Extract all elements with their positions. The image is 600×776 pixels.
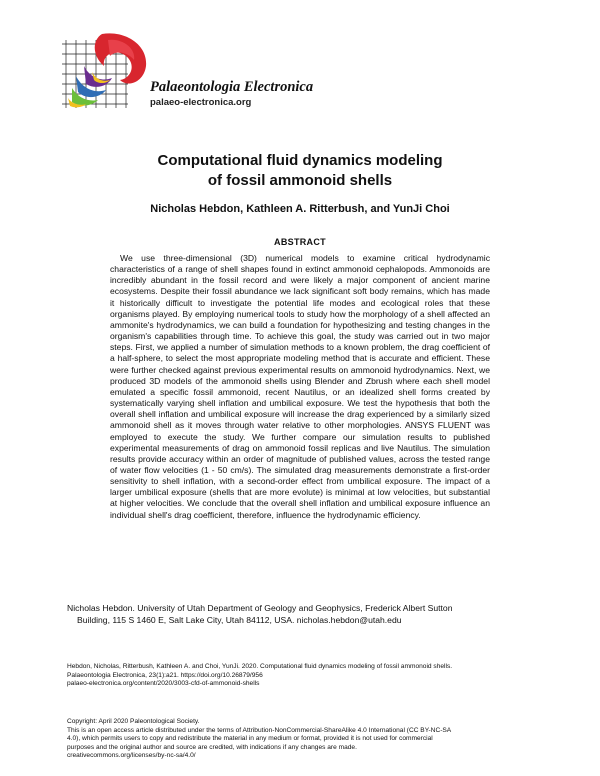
- license-link[interactable]: creativecommons.org/licenses/by-nc-sa/4.0/: [67, 752, 196, 759]
- affiliation-line-1: Nicholas Hebdon. University of Utah Department of Geology and Geophysics, Frederick Albert Sutton: [67, 603, 453, 613]
- copyright-line-3: 4.0), which permits users to copy and redistribute the material in any medium or format, provided it is not used for commercial: [67, 735, 433, 742]
- citation-line-1: Hebdon, Nicholas, Ritterbush, Kathleen A. and Choi, YunJi. 2020. Computational fluid dynamics modeling of fossil ammonoid shells.: [67, 663, 453, 670]
- citation-line-3[interactable]: palaeo-electronica.org/content/2020/3003-cfd-of-ammonoid-shells: [67, 680, 260, 687]
- author-list: Nicholas Hebdon, Kathleen A. Ritterbush, and YunJi Choi: [150, 203, 450, 215]
- affiliation-line-2: Building, 115 S 1460 E, Salt Lake City, Utah 84112, USA. nicholas.hebdon@utah.edu: [77, 614, 402, 625]
- abstract-text: We use three-dimensional (3D) numerical models to examine critical hydrodynamic characteristics of a range of shell shapes found in extinct ammonoid cephalopods. Ammonoids are incredibly abundant in the fossil record and were likely a major component of ancient marine ecosystems. Despite their fossil abundance we lack significant soft body remains, which has made it historically difficult to investigate the potential life modes and ecological roles that these organisms played. By employing numerical tools to study how the morphology of a shell affected an ammonite's hydrodynamics, we can build a foundation for hypothesizing and testing changes in the organism's capabilities through time. To achieve this goal, the study was carried out in two major steps. First, we applied a number of simulation methods to a known problem, the drag coefficient of a half-sphere, to select the most appropriate modeling method that is accurate and efficient. These were further checked against previous experimental results on ammonoid hydrodynamics. Next, we produced 3D models of the ammonoid shells using Blender and Zbrush where each shell model emulated a specific fossil ammonoid, recent Nautilus, or an idealized shell forms created by systematically varying shell inflation and umbilical exposure. We test the hypothesis that both the overall shell inflation and umbilical exposure will increase the drag experienced by a similarly sized ammonoid shell as it moves through water relative to other morphologies. ANSYS FLUENT was employed to execute the study. We further compare our simulation results to published experimental measurements of drag on ammonoid fossil replicas and live Nautilus. The simulation results provide accuracy within an order of magnitude of published values, across the tested range of water flow velocities (1 - 50 cm/s). The simulated drag measurements demonstrate a first-order sensitivity to shell inflation, with a second-order effect from umbilical exposure. The impact of a larger umbilical exposure (shells that are more evolute) is minimal at low velocities, but substantial at higher velocities. We conclude that the overall shell inflation and umbilical exposure influence an individual shell's drag coefficient, therefore, influence the hydrodynamic efficiency.: [110, 253, 490, 520]
- title-line-1: Computational fluid dynamics modeling: [157, 152, 443, 169]
- copyright-line-4: purposes and the original author and source are credited, with indications if any changes are made.: [67, 743, 357, 751]
- journal-name: Palaeontologia Electronica: [150, 79, 314, 95]
- abstract-heading: ABSTRACT: [274, 237, 326, 247]
- title-line-2: of fossil ammonoid shells: [207, 172, 393, 189]
- copyright-line-2: This is an open access article distributed under the terms of Attribution-NonCommercial-ShareAlike 4.0 International (CC BY-NC-SA: [67, 726, 452, 734]
- copyright-block: [67, 718, 535, 761]
- citation-block: [67, 663, 535, 689]
- copyright-line-1: Copyright: April 2020 Paleontological Society.: [67, 718, 200, 725]
- journal-url[interactable]: palaeo-electronica.org: [150, 97, 252, 108]
- article-title: [0, 151, 600, 191]
- journal-logo: [62, 30, 152, 110]
- citation-line-2[interactable]: Palaeontologia Electronica, 23(1):a21. https://doi.org/10.26879/956: [67, 671, 263, 679]
- author-affiliation: [67, 603, 545, 626]
